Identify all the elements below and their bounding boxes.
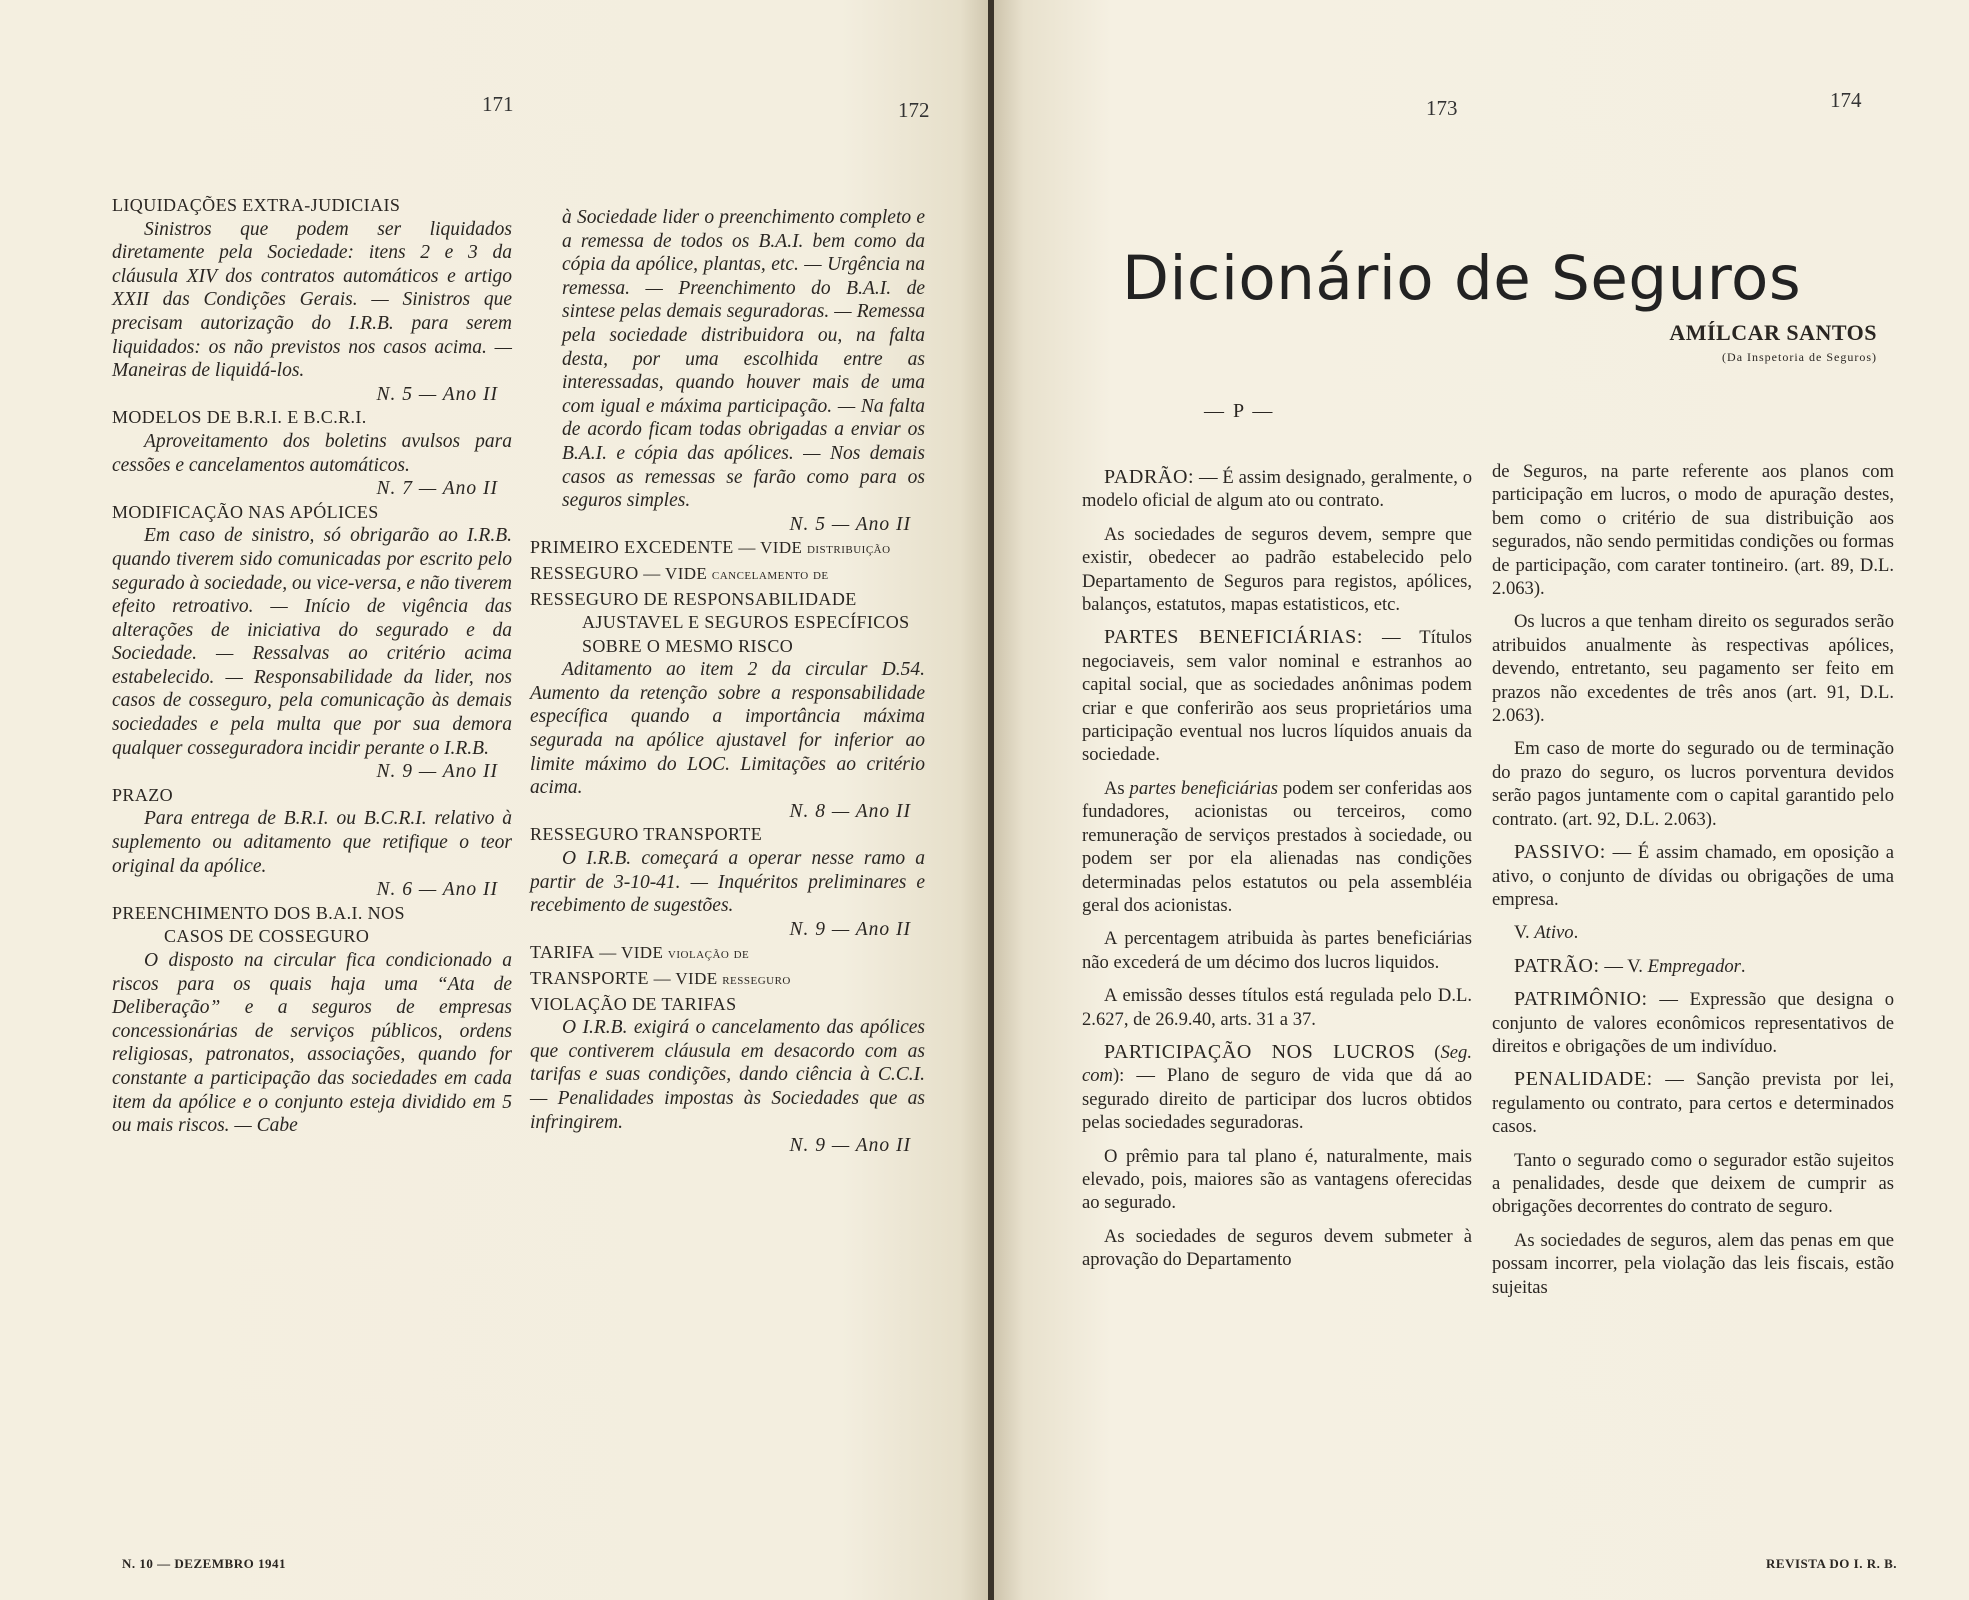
dictionary-paragraph: O prêmio para tal plano é, naturalmente, mais elevado, pois, maiores são as vantagens oferecidas ao segurado. bbox=[1082, 1145, 1472, 1214]
issue-reference: N. 8 — Ano II bbox=[789, 800, 911, 822]
dictionary-paragraph: As sociedades de seguros devem, sempre que existir, obedecer ao padrão estabelecido pelo Departamento de Seguros para registos, apólices, balanços, estatutos, mapas estatisticos, etc. bbox=[1082, 523, 1472, 616]
entry-heading-continued: AJUSTAVEL E SEGUROS ESPECÍFICOS SOBRE O MESMO RISCO bbox=[582, 612, 910, 656]
issue-reference: N. 5 — Ano II bbox=[376, 383, 498, 405]
cross-reference-vide: — VIDE bbox=[594, 943, 668, 963]
issue-reference: N. 7 — Ano II bbox=[376, 478, 498, 500]
dictionary-entry: PARTICIPAÇÃO NOS LUCROS (Seg. com): — Plano de seguro de vida que dá ao segurado direito de participar dos lucros obtidos pelas sociedades seguradoras. bbox=[1082, 1040, 1472, 1134]
dictionary-paragraph: As sociedades de seguros devem submeter à aprovação do Departamento bbox=[1082, 1225, 1472, 1271]
cross-reference-term: RESSEGURO bbox=[530, 562, 639, 583]
entry-summary: Em caso de sinistro, só obrigarão ao I.R.B. quando tiverem sido comunicadas por escrito pelo segurado à sociedade, ou vice-versa, e não tiverem efeito retroativo. — Início de vigência das alterações de iniciativa do segurado e da Sociedade. — Ressalvas ao critério acima estabelecido. — Responsabilidade da lider, nos casos de cosseguro, pela comunicação às demais sociedades e pela multa que por sua demora qualquer cosseguradora incidir perante o I.R.B. bbox=[112, 525, 512, 759]
entry-summary: Aproveitamento dos boletins avulsos para cessões e cancelamentos automáticos. bbox=[112, 430, 512, 476]
author-affiliation: (Da Inspetoria de Seguros) bbox=[1722, 350, 1877, 364]
entry-heading: PRAZO bbox=[112, 784, 174, 805]
cross-reference-target: violação de bbox=[667, 946, 750, 963]
dictionary-column-2 bbox=[1492, 460, 1894, 1309]
entry-heading: PREENCHIMENTO DOS B.A.I. NOS bbox=[112, 902, 405, 923]
dictionary-paragraph: As partes beneficiárias podem ser conferidas aos fundadores, acionistas ou terceiros, como remuneração de serviços prestados à sociedade, ou podem ser por ela alienadas nas condições determinadas pelos estatutos ou pela assembléia geral dos acionistas. bbox=[1082, 777, 1473, 916]
page-number-171: 171 bbox=[482, 92, 514, 116]
entry-heading-continued: CASOS DE COSSEGURO bbox=[164, 926, 370, 947]
issue-reference: N. 9 — Ano II bbox=[789, 918, 911, 940]
dictionary-entry: PATRIMÔNIO: — Expressão que designa o conjunto de valores econômicos representativos de direitos e obrigações de um indivíduo. bbox=[1492, 988, 1894, 1057]
page-number-173: 173 bbox=[1426, 96, 1458, 120]
cross-reference-term: TRANSPORTE bbox=[530, 968, 649, 988]
dictionary-term: PARTICIPAÇÃO NOS LUCROS bbox=[1104, 1040, 1416, 1063]
dictionary-paragraph: Em caso de morte do segurado ou de terminação do prazo do seguro, os lucros porventura devidos serão pagos juntamente com o capital garantido pelo contrato. (art. 92, D.L. 2.063). bbox=[1492, 738, 1894, 830]
entry-heading: MODIFICAÇÃO NAS APÓLICES bbox=[112, 501, 379, 522]
cross-reference-target: resseguro bbox=[722, 972, 791, 988]
entry-summary: Sinistros que podem ser liquidados diretamente pela Sociedade: itens 2 e 3 da cláusula XIV dos contratos automáticos e artigo XXII das Condições Gerais. — Sinistros que precisam autorização do I.R.B. para serem liquidados: os não previstos nos casos acima. — Maneiras de liquidá-los. bbox=[112, 218, 512, 382]
dictionary-term: PATRÃO: bbox=[1514, 954, 1600, 977]
dictionary-emphasis: Seg. com bbox=[1082, 1041, 1472, 1087]
entry-heading: VIOLAÇÃO DE TARIFAS bbox=[530, 993, 737, 1014]
entry-heading: MODELOS DE B.R.I. E B.C.R.I. bbox=[112, 407, 367, 428]
dictionary-entry: PARTES BENEFICIÁRIAS: — Títulos negociaveis, sem valor nominal e estranhos ao capital social, que as sociedades anônimas podem criar e que conferirão aos seus proprietários uma participação eventual nos lucros líquidos anuais da sociedade. bbox=[1082, 626, 1472, 766]
issue-footer: N. 10 — DEZEMBRO 1941 bbox=[122, 1556, 286, 1571]
dictionary-paragraph: A emissão desses títulos está regulada pelo D.L. 2.627, de 26.9.40, arts. 31 a 37. bbox=[1082, 985, 1472, 1030]
index-column-2 bbox=[530, 206, 925, 1158]
dictionary-term: PADRÃO: bbox=[1104, 466, 1195, 488]
cross-reference-vide: — VIDE bbox=[648, 969, 723, 988]
right-page bbox=[994, 0, 1969, 1600]
cross-reference-vide: — VIDE bbox=[733, 538, 807, 558]
dictionary-term: PARTES BENEFICIÁRIAS: bbox=[1104, 626, 1363, 649]
issue-reference: N. 5 — Ano II bbox=[789, 513, 911, 535]
index-column-1 bbox=[112, 194, 512, 1138]
dictionary-paragraph: de Seguros, na parte referente aos planos com participação em lucros, o modo de apuração destes, bem como o critério de sua distribuição aos segurados, não sendo permitidas condições ou formas de participação, com carater tontineiro. (art. 89, D.L. 2.063). bbox=[1492, 461, 1894, 600]
dictionary-term: PASSIVO: bbox=[1514, 841, 1606, 864]
dictionary-paragraph: Tanto o segurado como o segurador estão sujeitos a penalidades, desde que deixem de cumprir as obrigações decorrentes do contrato de seguro. bbox=[1492, 1149, 1894, 1218]
cross-reference bbox=[530, 562, 925, 588]
entry-heading: LIQUIDAÇÕES EXTRA-JUDICIAIS bbox=[112, 195, 401, 215]
entry-summary: O disposto na circular fica condicionado a riscos para os quais haja uma “Ata de Deliberação” e a seguros de empresas concessionárias de serviços públicos, ordens religiosas, patronatos, associações, quando for constante a participação das sociedades em cada item da apólice e o conjunto esteja dividido em 5 ou mais riscos. — Cabe bbox=[112, 950, 512, 1137]
cross-reference bbox=[530, 967, 925, 993]
cross-reference bbox=[530, 941, 925, 967]
issue-reference: N. 6 — Ano II bbox=[376, 879, 498, 901]
cross-reference-term: TARIFA bbox=[530, 942, 595, 963]
entry-summary: Aditamento ao item 2 da circular D.54. Aumento da retenção sobre a responsabilidade específica quando a importância máxima segurada na apólice ajustavel for inferior ao limite máximo do LOC. Limitações ao critério acima. bbox=[530, 659, 925, 799]
dictionary-emphasis: Empregador bbox=[1647, 955, 1741, 977]
cross-reference-vide: — VIDE bbox=[638, 563, 712, 583]
author-name: AMÍLCAR SANTOS bbox=[1669, 320, 1877, 345]
dictionary-paragraph: A percentagem atribuida às partes beneficiárias não excederá de um décimo dos lucros liquidos. bbox=[1082, 928, 1472, 973]
cross-reference-term: PRIMEIRO EXCEDENTE bbox=[530, 537, 734, 558]
cross-reference bbox=[530, 536, 925, 562]
dictionary-entry: PENALIDADE: — Sanção prevista por lei, regulamento ou contrato, para certos e determinados casos. bbox=[1492, 1068, 1894, 1138]
entry-summary: Para entrega de B.R.I. ou B.C.R.I. relativo à suplemento ou aditamento que retifique o teor original da apólice. bbox=[112, 808, 512, 877]
entry-heading: RESSEGURO DE RESPONSABILIDADE bbox=[530, 588, 857, 609]
entry-summary-continued: à Sociedade lider o preenchimento completo e a remessa de todos os B.A.I. bem como da cópia da apólice, plantas, etc. — Urgência na remessa. — Preenchimento do B.A.I. de sintese pelas demais seguradoras. — Remessa pela sociedade distribuidora ou, na falta desta, por uma escolhida entre as interessadas, quando houver mais de uma com igual e máxima participação. — Na falta de acordo ficam todas obrigadas a enviar os B.A.I. e cópia das apólices. — Nos demais casos as remessas se farão como para os seguros simples. bbox=[562, 207, 925, 512]
page-number-174: 174 bbox=[1830, 88, 1862, 112]
article-title: Dicionário de Seguros bbox=[1122, 242, 1802, 314]
dictionary-emphasis: Ativo bbox=[1534, 922, 1574, 944]
dictionary-paragraph: V. Ativo. bbox=[1514, 922, 1579, 944]
dictionary-paragraph: Os lucros a que tenham direito os segurados serão atribuidos anualmente às respectivas apólices, devendo, entretanto, seu pagamento ser feito em prazos não excedentes de três anos (art. 91, D.L. 2.063). bbox=[1492, 611, 1894, 727]
dictionary-entry: PADRÃO: — É assim designado, geralmente, o modelo oficial de algum ato ou contrato. bbox=[1082, 466, 1472, 512]
section-letter: — P — bbox=[1204, 400, 1275, 422]
dictionary-entry: PATRÃO: — V. Empregador. bbox=[1514, 954, 1746, 977]
entry-summary: O I.R.B. exigirá o cancelamento das apólices que contiverem cláusula em desacordo com as tarifas e suas condições, dando ciência à C.C.I. — Penalidades impostas às Sociedades que as infringirem. bbox=[530, 1017, 925, 1133]
dictionary-column-1 bbox=[1082, 466, 1472, 1282]
page-number-172: 172 bbox=[898, 98, 930, 122]
cross-reference-target: cancelamento de bbox=[711, 566, 829, 583]
dictionary-paragraph: As sociedades de seguros, alem das penas em que possam incorrer, pela violação das leis fiscais, estão sujeitas bbox=[1492, 1229, 1894, 1298]
journal-footer: REVISTA DO I. R. B. bbox=[1766, 1556, 1897, 1571]
entry-summary: O I.R.B. começará a operar nesse ramo a partir de 3-10-41. — Inquéritos preliminares e recebimento de sugestões. bbox=[530, 848, 925, 917]
issue-reference: N. 9 — Ano II bbox=[789, 1135, 911, 1157]
cross-reference-target: distribuição bbox=[806, 541, 891, 558]
dictionary-term: PATRIMÔNIO: bbox=[1514, 988, 1648, 1011]
dictionary-term: PENALIDADE: bbox=[1514, 1068, 1653, 1091]
dictionary-emphasis: partes beneficiárias bbox=[1129, 777, 1278, 799]
issue-reference: N. 9 — Ano II bbox=[376, 761, 498, 783]
entry-heading: RESSEGURO TRANSPORTE bbox=[530, 824, 763, 845]
dictionary-entry: PASSIVO: — É assim chamado, em oposição a ativo, o conjunto de dívidas ou obrigações de uma empresa. bbox=[1492, 841, 1894, 910]
